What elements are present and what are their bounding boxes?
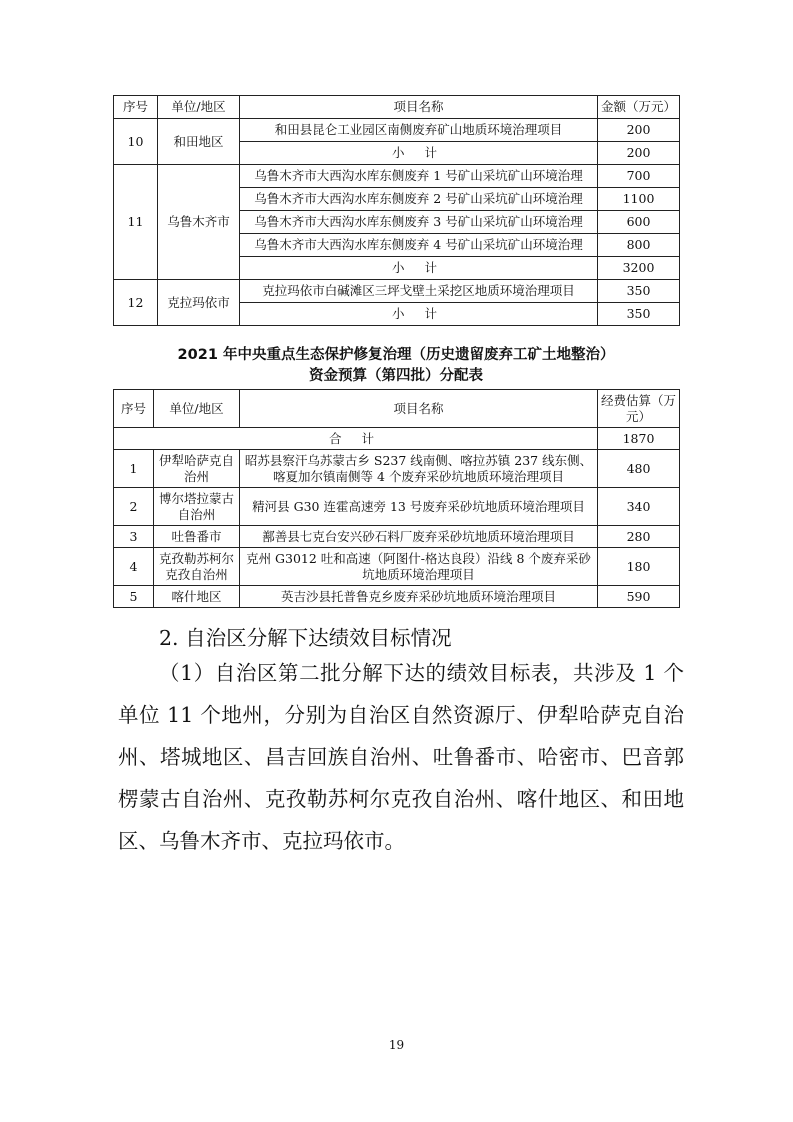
project-name: 乌鲁木齐市大西沟水库东侧废弃 4 号矿山采坑矿山环境治理 bbox=[240, 234, 598, 257]
allocation-table-continued bbox=[113, 95, 680, 326]
row-no: 11 bbox=[114, 165, 158, 280]
row-region: 乌鲁木齐市 bbox=[158, 165, 240, 280]
section-heading: 2. 自治区分解下达绩效目标情况 bbox=[159, 626, 452, 650]
header-region: 单位/地区 bbox=[158, 96, 240, 119]
project-amount: 800 bbox=[598, 234, 680, 257]
row-no: 3 bbox=[114, 526, 154, 548]
header-project: 项目名称 bbox=[240, 390, 598, 428]
project-amount: 280 bbox=[598, 526, 680, 548]
header-no: 序号 bbox=[114, 390, 154, 428]
project-amount: 590 bbox=[598, 586, 680, 608]
total-row bbox=[114, 428, 680, 450]
header-region: 单位/地区 bbox=[154, 390, 240, 428]
project-amount: 180 bbox=[598, 548, 680, 586]
project-amount: 350 bbox=[598, 280, 680, 303]
body-paragraph: （1）自治区第二批分解下达的绩效目标表，共涉及 1 个单位 11 个地州，分别为自治区自然资源厅、伊犁哈萨克自治州、塔城地区、昌吉回族自治州、吐鲁番市、哈密市、巴音郭楞蒙古自治州、克孜勒苏柯尔克孜自治州、喀什地区、和田地区、乌鲁木齐市、克拉玛依市。 bbox=[118, 661, 684, 853]
project-amount: 480 bbox=[598, 450, 680, 488]
table-row bbox=[114, 488, 680, 526]
project-name: 精河县 G30 连霍高速旁 13 号废弃采砂坑地质环境治理项目 bbox=[240, 488, 598, 526]
header-no: 序号 bbox=[114, 96, 158, 119]
allocation-table-batch4 bbox=[113, 389, 680, 608]
project-name: 乌鲁木齐市大西沟水库东侧废弃 3 号矿山采坑矿山环境治理 bbox=[240, 211, 598, 234]
row-region: 和田地区 bbox=[158, 119, 240, 165]
project-name: 昭苏县察汗乌苏蒙古乡 S237 线南侧、喀拉苏镇 237 线东侧、喀夏加尔镇南侧等 4 个废弃采砂坑地质环境治理项目 bbox=[240, 450, 598, 488]
subtotal-label: 小 计 bbox=[240, 257, 598, 280]
project-name: 乌鲁木齐市大西沟水库东侧废弃 2 号矿山采坑矿山环境治理 bbox=[240, 188, 598, 211]
page-number: 19 bbox=[388, 1038, 405, 1052]
project-name: 克拉玛依市白碱滩区三坪戈壁土采挖区地质环境治理项目 bbox=[240, 280, 598, 303]
project-amount: 700 bbox=[598, 165, 680, 188]
row-no: 4 bbox=[114, 548, 154, 586]
table2-title-line2: 资金预算（第四批）分配表 bbox=[309, 368, 483, 384]
header-amount: 金额（万元） bbox=[598, 96, 680, 119]
project-amount: 1100 bbox=[598, 188, 680, 211]
row-region: 克孜勒苏柯尔克孜自治州 bbox=[154, 548, 240, 586]
row-region: 伊犁哈萨克自治州 bbox=[154, 450, 240, 488]
subtotal-amount: 350 bbox=[598, 303, 680, 326]
table-row bbox=[114, 586, 680, 608]
subtotal-label: 小 计 bbox=[240, 303, 598, 326]
body-text bbox=[118, 652, 684, 862]
row-no: 2 bbox=[114, 488, 154, 526]
project-name: 和田县昆仑工业园区南侧废弃矿山地质环境治理项目 bbox=[240, 119, 598, 142]
project-amount: 200 bbox=[598, 119, 680, 142]
row-region: 克拉玛依市 bbox=[158, 280, 240, 326]
project-name: 鄯善县七克台安兴砂石料厂废弃采砂坑地质环境治理项目 bbox=[240, 526, 598, 548]
table-header-row bbox=[114, 390, 680, 428]
project-name: 英吉沙县托普鲁克乡废弃采砂坑地质环境治理项目 bbox=[240, 586, 598, 608]
total-amount: 1870 bbox=[598, 428, 680, 450]
table2-title-line1: 2021 年中央重点生态保护修复治理（历史遗留废弃工矿土地整治） bbox=[177, 347, 615, 363]
row-no: 10 bbox=[114, 119, 158, 165]
project-name: 乌鲁木齐市大西沟水库东侧废弃 1 号矿山采坑矿山环境治理 bbox=[240, 165, 598, 188]
header-project: 项目名称 bbox=[240, 96, 598, 119]
row-no: 12 bbox=[114, 280, 158, 326]
project-amount: 600 bbox=[598, 211, 680, 234]
subtotal-label: 小 计 bbox=[240, 142, 598, 165]
row-region: 博尔塔拉蒙古自治州 bbox=[154, 488, 240, 526]
table-row bbox=[114, 280, 680, 303]
table-row bbox=[114, 526, 680, 548]
subtotal-amount: 3200 bbox=[598, 257, 680, 280]
row-region: 吐鲁番市 bbox=[154, 526, 240, 548]
project-amount: 340 bbox=[598, 488, 680, 526]
table-row bbox=[114, 165, 680, 188]
project-name: 克州 G3012 吐和高速（阿图什-格达良段）沿线 8 个废弃采砂坑地质环境治理项目 bbox=[240, 548, 598, 586]
total-label: 合 计 bbox=[114, 428, 598, 450]
row-region: 喀什地区 bbox=[154, 586, 240, 608]
header-amount: 经费估算（万元） bbox=[598, 390, 680, 428]
table-row bbox=[114, 119, 680, 142]
row-no: 1 bbox=[114, 450, 154, 488]
row-no: 5 bbox=[114, 586, 154, 608]
table-row bbox=[114, 450, 680, 488]
table-row bbox=[114, 548, 680, 586]
subtotal-amount: 200 bbox=[598, 142, 680, 165]
table-header-row bbox=[114, 96, 680, 119]
